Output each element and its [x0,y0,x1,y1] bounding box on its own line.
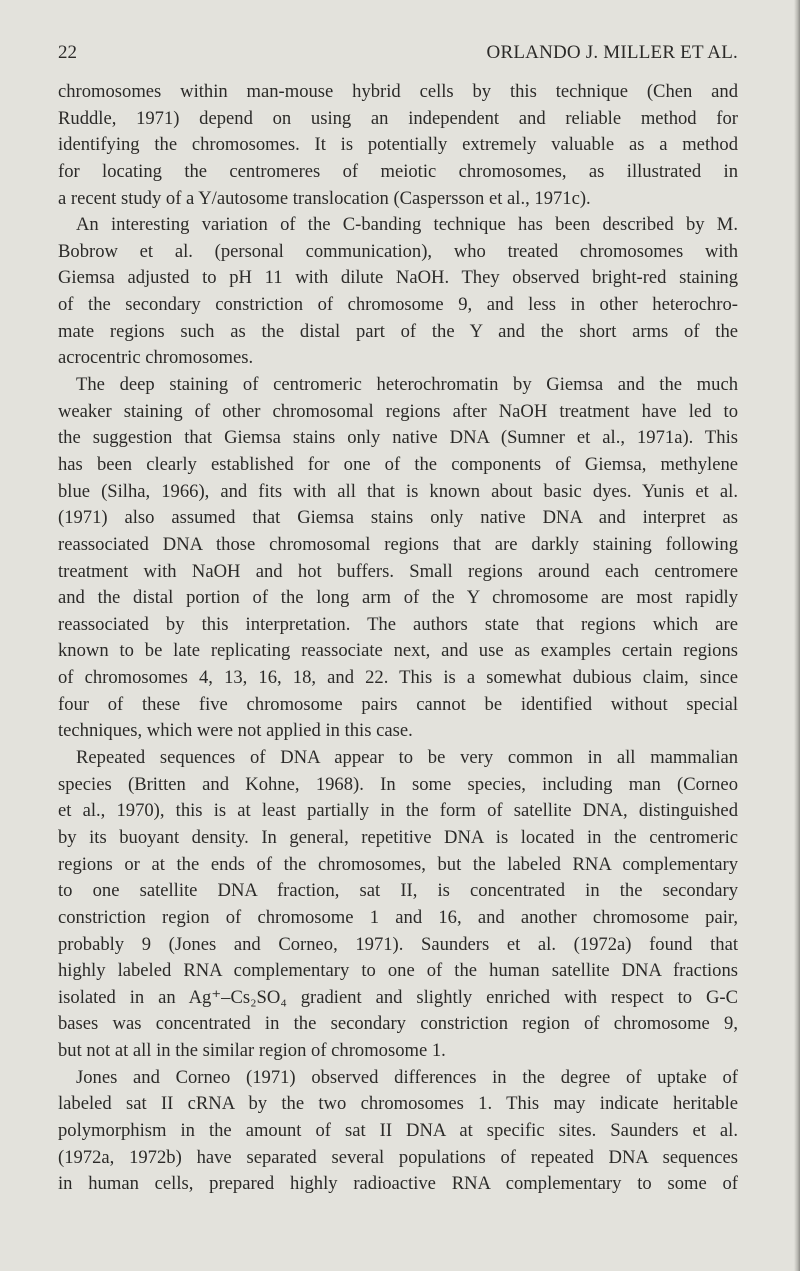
page-header [58,42,738,68]
text-line: isolated in an Ag⁺–Cs₂SO₄ gradient and slightly enriched with respect to G-C [58,986,738,1008]
page-number: 22 [58,42,77,63]
text-line: Repeated sequences of DNA appear to be very common in all mammalian [76,747,738,769]
text-line: bases was concentrated in the secondary constriction region of chromosome 9, [58,1013,738,1035]
text-line: regions or at the ends of the chromosomes, but the labeled RNA complementary [58,853,738,875]
text-line: blue (Silha, 1966), and fits with all that is known about basic dyes. Yunis et al. [58,480,738,502]
paragraph [58,745,738,1065]
text-line: labeled sat II cRNA by the two chromosomes 1. This may indicate heritable [58,1093,738,1115]
text-line: polymorphism in the amount of sat II DNA at specific sites. Saunders et al. [58,1119,738,1141]
text-line: identifying the chromosomes. It is potentially extremely valuable as a method [58,134,738,156]
text-line: chromosomes within man-mouse hybrid cells by this technique (Chen and [58,81,738,102]
text-line: and the distal portion of the long arm of the Y chromosome are most rapidly [58,587,738,609]
text-line: species (Britten and Kohne, 1968). In some species, including man (Corneo [58,773,738,795]
text-line: constriction region of chromosome 1 and 16, and another chromosome pair, [58,906,738,928]
text-line: Giemsa adjusted to pH 11 with dilute NaOH. They observed bright-red staining [58,267,738,289]
text-line: reassociated DNA those chromosomal regions that are darkly staining following [58,533,738,555]
text-line: (1971) also assumed that Giemsa stains only native DNA and interpret as [58,507,738,529]
paragraph [58,212,738,372]
text-line: probably 9 (Jones and Corneo, 1971). Saunders et al. (1972a) found that [58,933,738,955]
text-line: treatment with NaOH and hot buffers. Small regions around each centromere [58,560,738,582]
text-line: has been clearly established for one of the components of Giemsa, methylene [58,453,738,475]
text-line: the suggestion that Giemsa stains only native DNA (Sumner et al., 1971a). This [58,427,738,449]
text-line: of chromosomes 4, 13, 16, 18, and 22. This is a somewhat dubious claim, since [58,667,738,689]
text-line: techniques, which were not applied in this case. [58,720,413,742]
text-line: mate regions such as the distal part of the Y and the short arms of the [58,320,738,342]
text-line: reassociated by this interpretation. The authors state that regions which are [58,613,738,635]
paragraph [58,79,738,212]
text-line: acrocentric chromosomes. [58,347,254,369]
text-line: known to be late replicating reassociate next, and use as examples certain regions [58,640,738,662]
text-line: (1972a, 1972b) have separated several populations of repeated DNA sequences [58,1146,738,1168]
text-line: highly labeled RNA complementary to one of the human satellite DNA fractions [58,960,738,982]
text-line: et al., 1970), this is at least partially in the form of satellite DNA, distinguished [58,800,738,822]
text-line: for locating the centromeres of meiotic chromosomes, as illustrated in [58,160,738,182]
text-line: Jones and Corneo (1971) observed differences in the degree of uptake of [76,1066,738,1088]
text-line: in human cells, prepared highly radioactive RNA complementary to some of [58,1173,738,1195]
text-line: but not at all in the similar region of chromosome 1. [58,1040,446,1062]
text-line: to one satellite DNA fraction, sat II, is concentrated in the secondary [58,880,738,902]
text-line: Ruddle, 1971) depend on using an independent and reliable method for [58,107,738,129]
text-line: weaker staining of other chromosomal regions after NaOH treatment have led to [58,400,738,422]
text-line: of the secondary constriction of chromosome 9, and less in other heterochro- [58,294,738,316]
paragraph [58,372,738,745]
text-line: a recent study of a Y/autosome translocation (Caspersson et al., 1971c). [58,187,591,209]
page-edge [794,0,800,1271]
paragraph [58,1065,738,1198]
running-head: ORLANDO J. MILLER ET AL. [486,42,738,63]
body-text [58,79,738,1198]
text-line: The deep staining of centromeric heterochromatin by Giemsa and the much [76,374,738,396]
text-line: Bobrow et al. (personal communication), who treated chromosomes with [58,240,738,262]
text-line: by its buoyant density. In general, repetitive DNA is located in the centromeric [58,826,738,848]
text-line: An interesting variation of the C-banding technique has been described by M. [76,214,738,236]
text-line: four of these five chromosome pairs cannot be identified without special [58,693,738,715]
